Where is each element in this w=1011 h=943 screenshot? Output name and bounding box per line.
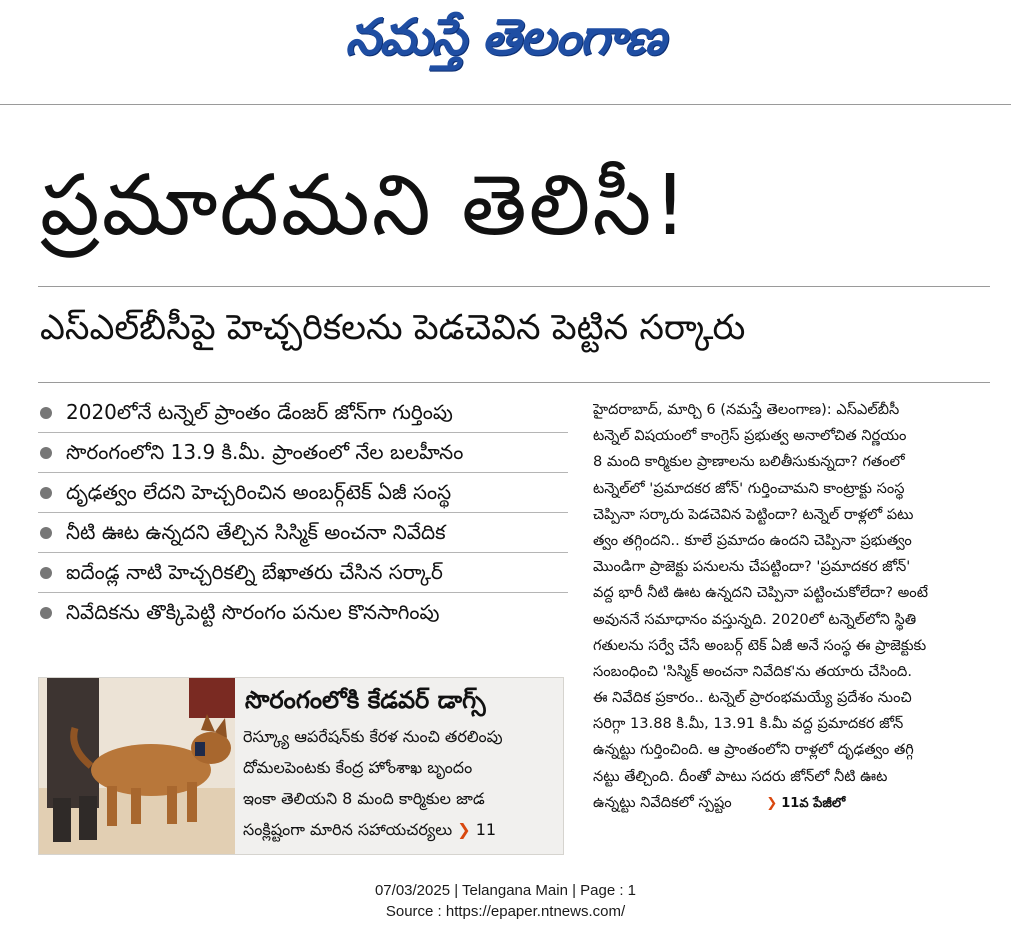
feature-line: ఇంకా తెలియని 8 మంది కార్మికుల జాడ [243, 789, 485, 808]
chevron-right-icon: ❯ [766, 795, 778, 811]
feature-line: దోమలపెంటకు కేంద్ర హోంశాఖ బృందం [243, 758, 473, 777]
feature-text [237, 678, 563, 854]
story-line: గతులను సర్వే చేసే అంబర్గ్‌ టెక్‌ ఏజీ అనే సంస్థ ఈ ప్రాజెక్టుకు [593, 636, 927, 654]
story-line: టన్నెల్‌లో 'ప్రమాదకర జోన్‌' గుర్తించామని కాంట్రాక్టు సంస్థ [593, 479, 905, 497]
story-line: సంబంధించి 'సిస్మిక్‌ అంచనా నివేదిక'ను తయారు చేసింది. [593, 662, 912, 680]
headline: ప్రమాదమని తెలిసీ! [40, 156, 689, 254]
story-body [593, 397, 998, 816]
divider [38, 382, 990, 383]
story-line: హైదరాబాద్‌, మార్చి 6 (నమస్తే తెలంగాణ): ఎస్‌ఎల్‌బీసీ [593, 401, 900, 418]
story-line: త్వం తగ్గిందని.. కూలే ప్రమాదం ఉందని చెప్పినా ప్రభుత్వం [593, 531, 912, 549]
bullet-icon [40, 607, 52, 619]
chevron-right-icon: ❯ [457, 820, 471, 839]
highlight-item: నీటి ఊట ఉన్నదని తేల్చిన సిస్మిక్‌ అంచనా నివేదిక [38, 513, 568, 553]
story-line: 8 మంది కార్మికుల ప్రాణాలను బలితీసుకున్నదా? గతంలో [593, 453, 905, 471]
story-line: టన్నెల్‌ విషయంలో కాంగ్రెస్‌ ప్రభుత్వ అనాలోచిత నిర్ణయం [593, 427, 907, 445]
highlight-item: దృఢత్వం లేదని హెచ్చరించిన అంబర్గ్‌టెక్‌ ఏజీ సంస్థ [38, 473, 568, 513]
page-reference: 11 [475, 820, 497, 839]
highlight-item: 2020లోనే టన్నెల్‌ ప్రాంతం డేంజర్‌ జోన్‌గా గుర్తింపు [38, 393, 568, 433]
divider [38, 286, 990, 287]
dog-photo [39, 678, 235, 854]
continued-link[interactable]: ❯ 11వ పేజీలో [766, 795, 846, 811]
bullet-icon [40, 487, 52, 499]
masthead [0, 0, 1011, 105]
story-line: ఉన్నట్టు గుర్తించింది. ఆ ప్రాంతంలోని రాళ్లలో దృఢత్వం తగ్గి [593, 741, 914, 759]
feature-line: రెస్క్యూ ఆపరేషన్‌కు కేరళ నుంచి తరలింపు [243, 727, 503, 746]
bullet-icon [40, 447, 52, 459]
story-line: ఉన్నట్టు నివేదికలో స్పష్టం ❯ 11వ పేజీలో [593, 793, 846, 811]
source-link[interactable]: Source : https://epaper.ntnews.com/ [385, 903, 626, 920]
masthead-logo: నమస్తే తెలంగాణ [345, 8, 665, 66]
story-line: మొండిగా ప్రాజెక్టు పనులను చేపట్టిందా? 'ప్రమాదకర జోన్‌' [593, 558, 911, 576]
feature-line: సంక్లిష్టంగా మారిన సహాయచర్యలు ❯ 11 [243, 820, 497, 839]
highlight-item: నివేదికను తొక్కిపెట్టి సొరంగం పనుల కొనసాగింపు [38, 593, 568, 632]
footer [0, 880, 1011, 922]
highlight-item: సొరంగంలోని 13.9 కి.మీ. ప్రాంతంలో నేల బలహీనం [38, 433, 568, 473]
bullet-icon [40, 527, 52, 539]
feature-box [38, 677, 564, 855]
bullet-icon [40, 567, 52, 579]
story-line: సరిగ్గా 13.88 కి.మీ, 13.91 కి.మీ వద్ద ప్రమాదకర జోన్‌ [593, 715, 904, 733]
story-line: చెప్పినా సర్కారు పెడచెవిన పెట్టిందా? టన్నెల్‌ రాళ్లలో పటు [593, 505, 914, 523]
highlights-list [38, 393, 568, 632]
story-line: వద్ద భారీ నీటి ఊట ఉన్నదని చెప్పినా పట్టించుకోలేదా? అంటే [593, 584, 928, 602]
edition-info: 07/03/2025 | Telangana Main | Page : 1 [374, 882, 637, 899]
story-line: ఈ నివేదిక ప్రకారం.. టన్నెల్‌ ప్రారంభమయ్యే ప్రదేశం నుంచి [593, 689, 912, 707]
story-line: అవుననే సమాధానం వస్తున్నది. 2020లో టన్నెల్‌లోని స్థితి [593, 610, 917, 628]
feature-title: సొరంగంలోకి కేడవర్‌ డాగ్స్‌ [245, 686, 486, 714]
subheadline: ఎస్‌ఎల్‌బీసీపై హెచ్చరికలను పెడచెవిన పెట్టిన సర్కారు [40, 308, 746, 348]
story-line: నట్టు తేల్చింది. దీంతో పాటు సదరు జోన్‌లో నీటి ఊట [593, 767, 888, 785]
highlight-item: ఐదేండ్ల నాటి హెచ్చరికల్ని బేఖాతరు చేసిన సర్కార్‌ [38, 553, 568, 593]
bullet-icon [40, 407, 52, 419]
